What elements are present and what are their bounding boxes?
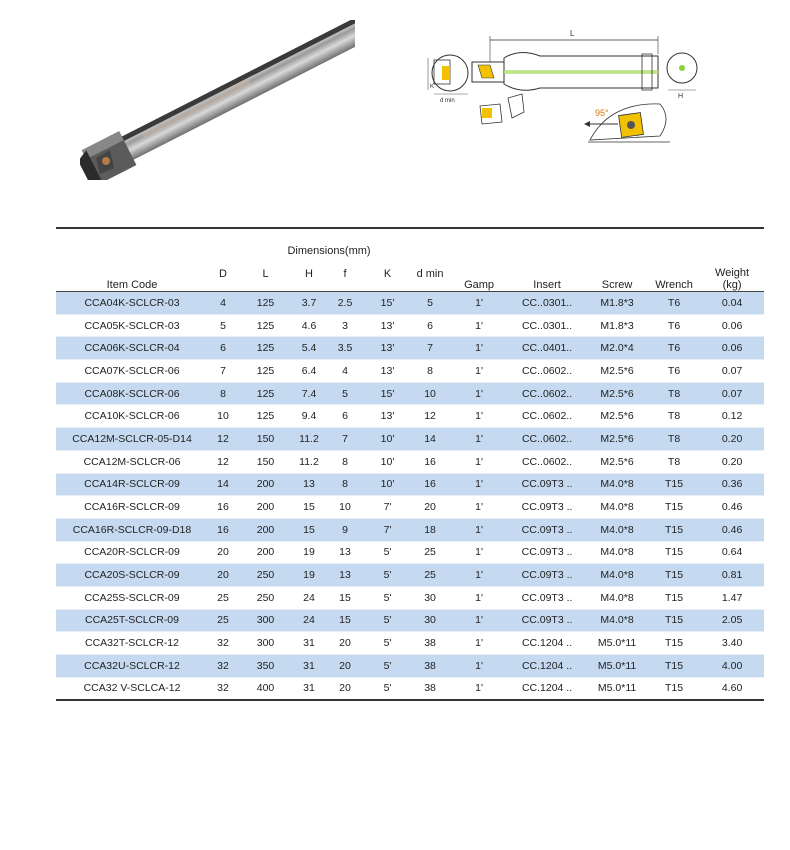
cell-h: 5.4 [293, 337, 325, 360]
cell-insert: CC..0602.. [508, 450, 586, 473]
cell-f: 6 [325, 405, 365, 428]
cell-l: 300 [238, 609, 293, 632]
cell-d: 25 [208, 586, 238, 609]
cell-gamp: 1' [450, 541, 508, 564]
cell-h: 7.4 [293, 382, 325, 405]
cell-insert: CC..0602.. [508, 428, 586, 451]
cell-screw: M5.0*11 [586, 677, 648, 700]
cell-wrench: T6 [648, 337, 700, 360]
cell-gamp: 1' [450, 632, 508, 655]
cell-dmin: 8 [410, 360, 450, 383]
cell-insert: CC.09T3 .. [508, 473, 586, 496]
cell-gamp: 1' [450, 518, 508, 541]
cell-weight: 0.06 [700, 337, 764, 360]
cell-d: 10 [208, 405, 238, 428]
cell-insert: CC.1204 .. [508, 655, 586, 678]
cell-h: 11.2 [293, 450, 325, 473]
cell-f: 20 [325, 655, 365, 678]
cell-h: 11.2 [293, 428, 325, 451]
cell-gamp: 1' [450, 292, 508, 315]
cell-weight: 0.46 [700, 518, 764, 541]
cell-screw: M4.0*8 [586, 496, 648, 519]
cell-gamp: 1' [450, 337, 508, 360]
cell-wrench: T6 [648, 314, 700, 337]
cell-item-code: CCA07K-SCLCR-06 [56, 360, 208, 383]
header-l: L [262, 268, 269, 280]
cell-d: 32 [208, 632, 238, 655]
cell-h: 6.4 [293, 360, 325, 383]
cell-l: 350 [238, 655, 293, 678]
cell-f: 9 [325, 518, 365, 541]
cell-l: 200 [238, 541, 293, 564]
cell-weight: 0.20 [700, 428, 764, 451]
cell-weight: 3.40 [700, 632, 764, 655]
cell-wrench: T15 [648, 677, 700, 700]
cell-gamp: 1' [450, 677, 508, 700]
header-item-code: Item Code [106, 279, 158, 291]
cell-k: 5' [365, 677, 410, 700]
spec-table-container [56, 227, 764, 701]
cell-item-code: CCA12M-SCLCR-05-D14 [56, 428, 208, 451]
cell-d: 14 [208, 473, 238, 496]
cell-d: 32 [208, 655, 238, 678]
cell-l: 400 [238, 677, 293, 700]
cell-l: 150 [238, 450, 293, 473]
header-insert: Insert [533, 279, 561, 291]
height-label: H [678, 93, 684, 100]
cell-h: 24 [293, 586, 325, 609]
cell-dmin: 12 [410, 405, 450, 428]
cell-k: 5' [365, 564, 410, 587]
cell-d: 32 [208, 677, 238, 700]
cell-l: 125 [238, 382, 293, 405]
cell-l: 250 [238, 586, 293, 609]
cell-item-code: CCA06K-SCLCR-04 [56, 337, 208, 360]
cell-insert: CC.09T3 .. [508, 541, 586, 564]
cell-l: 150 [238, 428, 293, 451]
cell-insert: CC..0602.. [508, 360, 586, 383]
cell-d: 16 [208, 518, 238, 541]
cell-h: 24 [293, 609, 325, 632]
cell-dmin: 30 [410, 586, 450, 609]
cell-l: 125 [238, 337, 293, 360]
header-gamp: Gamp [464, 279, 495, 291]
table-row [56, 473, 764, 496]
cell-f: 10 [325, 496, 365, 519]
table-row [56, 609, 764, 632]
cell-item-code: CCA16R-SCLCR-09 [56, 496, 208, 519]
cell-insert: CC.09T3 .. [508, 564, 586, 587]
cell-dmin: 10 [410, 382, 450, 405]
header-weight-unit: (kg) [722, 279, 742, 291]
cell-k: 13' [365, 337, 410, 360]
cell-dmin: 16 [410, 473, 450, 496]
cell-gamp: 1' [450, 450, 508, 473]
cell-f: 20 [325, 677, 365, 700]
cell-dmin: 20 [410, 496, 450, 519]
cell-h: 9.4 [293, 405, 325, 428]
cell-screw: M1.8*3 [586, 292, 648, 315]
cell-screw: M4.0*8 [586, 564, 648, 587]
cell-l: 200 [238, 496, 293, 519]
cell-weight: 0.64 [700, 541, 764, 564]
cell-wrench: T8 [648, 428, 700, 451]
cell-d: 12 [208, 450, 238, 473]
table-row [56, 677, 764, 700]
cell-insert: CC.09T3 .. [508, 518, 586, 541]
cell-l: 250 [238, 564, 293, 587]
cell-f: 5 [325, 382, 365, 405]
cell-item-code: CCA05K-SCLCR-03 [56, 314, 208, 337]
cell-screw: M2.5*6 [586, 428, 648, 451]
product-photo [80, 20, 355, 180]
table-row [56, 314, 764, 337]
cell-weight: 0.20 [700, 450, 764, 473]
cell-gamp: 1' [450, 314, 508, 337]
cell-screw: M1.8*3 [586, 314, 648, 337]
cell-insert: CC.09T3 .. [508, 609, 586, 632]
cell-f: 20 [325, 632, 365, 655]
cell-wrench: T15 [648, 518, 700, 541]
cell-l: 125 [238, 360, 293, 383]
cell-dmin: 38 [410, 655, 450, 678]
cell-wrench: T8 [648, 450, 700, 473]
cell-k: 7' [365, 518, 410, 541]
cell-screw: M5.0*11 [586, 632, 648, 655]
header-h: H [305, 268, 313, 280]
cell-k: 5' [365, 609, 410, 632]
cell-dmin: 25 [410, 541, 450, 564]
cell-h: 19 [293, 541, 325, 564]
cell-k: 7' [365, 496, 410, 519]
cell-f: 15 [325, 609, 365, 632]
cell-l: 300 [238, 632, 293, 655]
cell-l: 125 [238, 405, 293, 428]
cell-wrench: T6 [648, 292, 700, 315]
cell-insert: CC.09T3 .. [508, 496, 586, 519]
cell-k: 10' [365, 450, 410, 473]
cell-f: 13 [325, 564, 365, 587]
cell-k: 5' [365, 655, 410, 678]
cell-f: 15 [325, 586, 365, 609]
cell-weight: 0.46 [700, 496, 764, 519]
cell-wrench: T8 [648, 405, 700, 428]
cell-weight: 0.07 [700, 360, 764, 383]
cell-k: 5' [365, 632, 410, 655]
cell-screw: M4.0*8 [586, 541, 648, 564]
cell-screw: M2.5*6 [586, 450, 648, 473]
header-dimensions: Dimensions(mm) [287, 245, 371, 257]
header-k: K [383, 268, 392, 280]
cell-insert: CC..0602.. [508, 405, 586, 428]
cell-dmin: 30 [410, 609, 450, 632]
cell-weight: 1.47 [700, 586, 764, 609]
length-label: L [570, 29, 575, 38]
cell-item-code: CCA32T-SCLCR-12 [56, 632, 208, 655]
cell-weight: 0.07 [700, 382, 764, 405]
cell-wrench: T15 [648, 655, 700, 678]
cell-weight: 0.06 [700, 314, 764, 337]
cell-k: 5' [365, 586, 410, 609]
cell-wrench: T15 [648, 541, 700, 564]
table-row [56, 632, 764, 655]
cell-d: 20 [208, 564, 238, 587]
cell-wrench: T15 [648, 586, 700, 609]
table-row [56, 382, 764, 405]
header-weight [700, 228, 764, 292]
cell-l: 200 [238, 473, 293, 496]
cell-gamp: 1' [450, 473, 508, 496]
cell-screw: M4.0*8 [586, 518, 648, 541]
angle-label: 95° [595, 108, 609, 118]
cell-h: 15 [293, 496, 325, 519]
cell-h: 15 [293, 518, 325, 541]
cell-f: 4 [325, 360, 365, 383]
cell-h: 13 [293, 473, 325, 496]
cell-dmin: 14 [410, 428, 450, 451]
header-wrench: Wrench [655, 279, 693, 291]
cell-gamp: 1' [450, 405, 508, 428]
cell-weight: 2.05 [700, 609, 764, 632]
cell-f: 2.5 [325, 292, 365, 315]
cell-h: 3.7 [293, 292, 325, 315]
cell-insert: CC..0401.. [508, 337, 586, 360]
cell-gamp: 1' [450, 609, 508, 632]
cell-gamp: 1' [450, 382, 508, 405]
cell-gamp: 1' [450, 564, 508, 587]
cell-f: 3.5 [325, 337, 365, 360]
cell-weight: 4.00 [700, 655, 764, 678]
cell-d: 20 [208, 541, 238, 564]
cell-gamp: 1' [450, 360, 508, 383]
header-d: D [219, 268, 227, 280]
cell-insert: CC.1204 .. [508, 677, 586, 700]
table-row [56, 586, 764, 609]
cell-d: 16 [208, 496, 238, 519]
cell-dmin: 6 [410, 314, 450, 337]
cell-wrench: T15 [648, 473, 700, 496]
cell-weight: 0.04 [700, 292, 764, 315]
cell-item-code: CCA32 V-SCLCA-12 [56, 677, 208, 700]
table-row [56, 337, 764, 360]
cell-screw: M2.5*6 [586, 382, 648, 405]
cell-d: 4 [208, 292, 238, 315]
cell-k: 15' [365, 292, 410, 315]
cell-gamp: 1' [450, 586, 508, 609]
cell-item-code: CCA20S-SCLCR-09 [56, 564, 208, 587]
cell-item-code: CCA25S-SCLCR-09 [56, 586, 208, 609]
header-weight-label: Weight [715, 267, 750, 279]
table-body [56, 292, 764, 700]
cell-f: 8 [325, 473, 365, 496]
table-row [56, 564, 764, 587]
cell-k: 13' [365, 314, 410, 337]
cell-h: 4.6 [293, 314, 325, 337]
cell-item-code: CCA12M-SCLCR-06 [56, 450, 208, 473]
cell-wrench: T6 [648, 360, 700, 383]
cell-weight: 0.12 [700, 405, 764, 428]
table-row [56, 428, 764, 451]
cell-screw: M5.0*11 [586, 655, 648, 678]
cell-f: 7 [325, 428, 365, 451]
cell-insert: CC.1204 .. [508, 632, 586, 655]
table-row [56, 292, 764, 315]
cell-item-code: CCA32U-SCLCR-12 [56, 655, 208, 678]
header-f: f [343, 268, 347, 280]
cell-wrench: T15 [648, 632, 700, 655]
table-row [56, 360, 764, 383]
cell-dmin: 5 [410, 292, 450, 315]
technical-drawing [420, 18, 705, 143]
cell-l: 125 [238, 292, 293, 315]
k-label: K [430, 84, 435, 90]
cell-f: 3 [325, 314, 365, 337]
cell-dmin: 25 [410, 564, 450, 587]
cell-f: 13 [325, 541, 365, 564]
cell-weight: 4.60 [700, 677, 764, 700]
cell-gamp: 1' [450, 496, 508, 519]
cell-k: 15' [365, 382, 410, 405]
cell-d: 12 [208, 428, 238, 451]
cell-k: 10' [365, 428, 410, 451]
table-row [56, 655, 764, 678]
cell-d: 7 [208, 360, 238, 383]
table-row [56, 541, 764, 564]
cell-l: 125 [238, 314, 293, 337]
cell-l: 200 [238, 518, 293, 541]
cell-k: 13' [365, 405, 410, 428]
cell-f: 8 [325, 450, 365, 473]
cell-h: 31 [293, 655, 325, 678]
cell-dmin: 38 [410, 677, 450, 700]
cell-item-code: CCA16R-SCLCR-09-D18 [56, 518, 208, 541]
cell-insert: CC..0602.. [508, 382, 586, 405]
cell-item-code: CCA20R-SCLCR-09 [56, 541, 208, 564]
cell-dmin: 18 [410, 518, 450, 541]
cell-h: 19 [293, 564, 325, 587]
table-row [56, 450, 764, 473]
table-row [56, 496, 764, 519]
table-row [56, 405, 764, 428]
cell-screw: M2.5*6 [586, 360, 648, 383]
cell-insert: CC..0301.. [508, 292, 586, 315]
cell-screw: M4.0*8 [586, 586, 648, 609]
cell-gamp: 1' [450, 655, 508, 678]
cell-item-code: CCA08K-SCLCR-06 [56, 382, 208, 405]
cell-wrench: T8 [648, 382, 700, 405]
cell-screw: M2.0*4 [586, 337, 648, 360]
table-row [56, 518, 764, 541]
cell-wrench: T15 [648, 564, 700, 587]
cell-wrench: T15 [648, 609, 700, 632]
cell-insert: CC..0301.. [508, 314, 586, 337]
cell-weight: 0.81 [700, 564, 764, 587]
cell-dmin: 16 [410, 450, 450, 473]
cell-d: 8 [208, 382, 238, 405]
cell-k: 13' [365, 360, 410, 383]
cell-h: 31 [293, 632, 325, 655]
cell-h: 31 [293, 677, 325, 700]
header-dmin: d min [416, 268, 444, 280]
cell-insert: CC.09T3 .. [508, 586, 586, 609]
cell-k: 10' [365, 473, 410, 496]
cell-screw: M2.5*6 [586, 405, 648, 428]
spec-table [56, 227, 764, 701]
dmin-label: d min [440, 98, 455, 104]
cell-weight: 0.36 [700, 473, 764, 496]
cell-item-code: CCA25T-SCLCR-09 [56, 609, 208, 632]
cell-d: 25 [208, 609, 238, 632]
cell-dmin: 7 [410, 337, 450, 360]
cell-item-code: CCA10K-SCLCR-06 [56, 405, 208, 428]
cell-gamp: 1' [450, 428, 508, 451]
cell-item-code: CCA04K-SCLCR-03 [56, 292, 208, 315]
cell-wrench: T15 [648, 496, 700, 519]
cell-screw: M4.0*8 [586, 609, 648, 632]
cell-k: 5' [365, 541, 410, 564]
cell-dmin: 38 [410, 632, 450, 655]
cell-d: 6 [208, 337, 238, 360]
cell-d: 5 [208, 314, 238, 337]
cell-item-code: CCA14R-SCLCR-09 [56, 473, 208, 496]
header-screw: Screw [601, 279, 633, 291]
cell-screw: M4.0*8 [586, 473, 648, 496]
